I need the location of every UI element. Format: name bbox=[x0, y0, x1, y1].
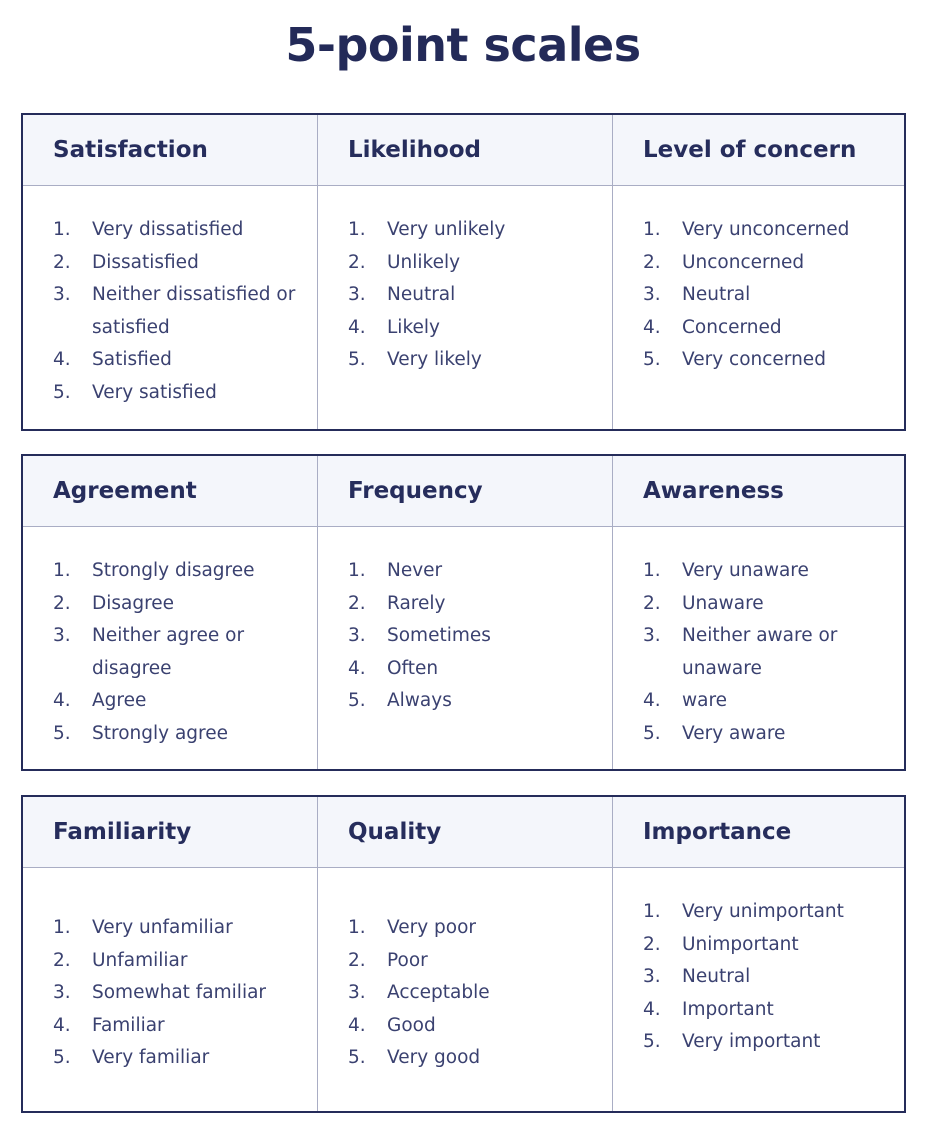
item-label: Very familiar bbox=[92, 1047, 210, 1069]
list-item bbox=[643, 279, 888, 312]
item-label: Often bbox=[387, 657, 439, 679]
item-number: 4. bbox=[53, 1014, 71, 1036]
list-item bbox=[643, 555, 888, 588]
item-number: 1. bbox=[643, 901, 661, 922]
list-item bbox=[53, 912, 301, 945]
item-number: 5. bbox=[53, 1047, 71, 1069]
item-label: Very poor bbox=[387, 917, 477, 938]
item-number: 5. bbox=[643, 349, 661, 371]
table-header bbox=[23, 456, 904, 527]
scale-options-list bbox=[643, 214, 888, 377]
scale-list-awareness bbox=[613, 527, 904, 769]
item-number: 2. bbox=[348, 592, 366, 614]
list-item bbox=[53, 588, 301, 621]
item-label: Important bbox=[682, 998, 774, 1020]
heading-satisfaction: Satisfaction bbox=[23, 115, 318, 185]
list-item bbox=[53, 247, 301, 280]
item-label: Very dissatisfied bbox=[92, 219, 244, 240]
item-number: 3. bbox=[348, 625, 366, 647]
scale-options-list bbox=[643, 555, 888, 751]
scale-list-level-of-concern bbox=[613, 186, 904, 429]
item-label: Unimportant bbox=[682, 933, 799, 955]
item-number: 1. bbox=[643, 219, 661, 240]
item-label: Very aware bbox=[682, 722, 786, 744]
item-label: Good bbox=[387, 1014, 436, 1036]
list-item bbox=[53, 945, 301, 978]
heading-familiarity: Familiarity bbox=[23, 797, 318, 867]
item-number: 5. bbox=[53, 722, 71, 744]
list-item bbox=[348, 945, 596, 978]
list-item bbox=[348, 653, 596, 686]
item-number: 4. bbox=[53, 690, 71, 712]
item-number: 1. bbox=[643, 560, 661, 581]
item-number: 3. bbox=[643, 284, 661, 306]
item-label: Likely bbox=[387, 316, 440, 338]
list-item bbox=[643, 929, 888, 962]
item-number: 5. bbox=[348, 690, 366, 712]
scale-list-agreement bbox=[23, 527, 318, 769]
item-label: Very unlikely bbox=[387, 219, 506, 240]
list-item bbox=[53, 279, 301, 344]
item-number: 5. bbox=[348, 349, 366, 371]
scale-options-list bbox=[348, 214, 596, 377]
list-item bbox=[643, 685, 888, 718]
list-item bbox=[53, 1042, 301, 1075]
item-label: Neither dissatisfied or satisfied bbox=[92, 284, 296, 338]
item-number: 3. bbox=[348, 982, 366, 1004]
item-label: Neither agree or disagree bbox=[92, 625, 245, 679]
item-number: 3. bbox=[643, 966, 661, 988]
item-label: Very good bbox=[387, 1047, 481, 1069]
item-number: 4. bbox=[643, 690, 661, 712]
item-number: 4. bbox=[53, 349, 71, 371]
item-label: Rarely bbox=[387, 592, 446, 614]
item-label: Neither aware or unaware bbox=[682, 625, 838, 679]
scale-list-importance bbox=[613, 868, 904, 1111]
item-number: 1. bbox=[53, 219, 71, 240]
list-item bbox=[348, 312, 596, 345]
item-label: Always bbox=[387, 690, 452, 712]
heading-agreement: Agreement bbox=[23, 456, 318, 526]
item-number: 1. bbox=[348, 219, 366, 240]
list-item bbox=[348, 912, 596, 945]
scale-table-1 bbox=[21, 113, 906, 431]
list-item bbox=[643, 620, 888, 685]
list-item bbox=[348, 344, 596, 377]
item-label: Neutral bbox=[682, 966, 751, 988]
item-label: Somewhat familiar bbox=[92, 982, 267, 1004]
heading-level-of-concern: Level of concern bbox=[643, 137, 857, 163]
item-label: Neutral bbox=[387, 284, 456, 306]
list-item bbox=[643, 588, 888, 621]
scale-table-3 bbox=[21, 795, 906, 1113]
item-label: Strongly disagree bbox=[92, 560, 255, 581]
item-label: Unlikely bbox=[387, 251, 461, 273]
list-item bbox=[53, 377, 301, 410]
scale-options-list bbox=[53, 214, 301, 410]
item-number: 2. bbox=[348, 251, 366, 273]
item-number: 2. bbox=[643, 251, 661, 273]
item-number: 5. bbox=[348, 1047, 366, 1069]
list-item bbox=[53, 214, 301, 247]
item-label: Very unaware bbox=[682, 560, 809, 581]
item-number: 2. bbox=[348, 949, 366, 971]
list-item bbox=[53, 685, 301, 718]
item-number: 1. bbox=[348, 560, 366, 581]
list-item bbox=[643, 896, 888, 929]
table-body bbox=[23, 527, 904, 769]
list-item bbox=[348, 588, 596, 621]
list-item bbox=[643, 247, 888, 280]
list-item bbox=[53, 344, 301, 377]
list-item bbox=[643, 961, 888, 994]
list-item bbox=[348, 214, 596, 247]
scale-options-list bbox=[643, 896, 888, 1059]
item-number: 3. bbox=[53, 284, 71, 306]
item-label: Strongly agree bbox=[92, 722, 228, 744]
list-item bbox=[348, 1042, 596, 1075]
table-body bbox=[23, 868, 904, 1111]
item-label: Disagree bbox=[92, 592, 175, 614]
item-number: 4. bbox=[348, 1014, 366, 1036]
item-label: Agree bbox=[92, 690, 147, 712]
list-item bbox=[53, 555, 301, 588]
item-number: 2. bbox=[53, 592, 71, 614]
item-label: Very satisfied bbox=[92, 381, 217, 403]
item-label: Very likely bbox=[387, 349, 482, 371]
list-item bbox=[53, 718, 301, 751]
item-label: Neutral bbox=[682, 284, 751, 306]
item-label: Very unimportant bbox=[682, 901, 844, 922]
item-number: 2. bbox=[53, 949, 71, 971]
heading-likelihood: Likelihood bbox=[318, 115, 613, 185]
item-number: 5. bbox=[643, 722, 661, 744]
item-number: 5. bbox=[53, 381, 71, 403]
scale-options-list bbox=[348, 912, 596, 1075]
scale-options-list bbox=[53, 555, 301, 751]
scale-list-familiarity bbox=[23, 868, 318, 1111]
list-item bbox=[348, 685, 596, 718]
table-header bbox=[23, 115, 904, 186]
list-item bbox=[348, 1010, 596, 1043]
item-label: Very concerned bbox=[682, 349, 826, 371]
item-number: 3. bbox=[348, 284, 366, 306]
list-item bbox=[53, 977, 301, 1010]
item-label: Very important bbox=[682, 1031, 821, 1053]
item-number: 1. bbox=[53, 560, 71, 581]
scale-table-2 bbox=[21, 454, 906, 771]
item-number: 2. bbox=[643, 592, 661, 614]
item-label: Familiar bbox=[92, 1014, 165, 1036]
scale-list-likelihood bbox=[318, 186, 613, 429]
list-item bbox=[348, 977, 596, 1010]
table-header bbox=[23, 797, 904, 868]
scale-options-list bbox=[53, 912, 301, 1075]
item-label: Satisfied bbox=[92, 349, 172, 371]
heading-awareness: Awareness bbox=[643, 478, 784, 504]
item-number: 3. bbox=[643, 625, 661, 647]
heading-frequency: Frequency bbox=[318, 456, 613, 526]
list-item bbox=[643, 312, 888, 345]
item-label: Poor bbox=[387, 949, 428, 971]
list-item bbox=[643, 994, 888, 1027]
item-label: ware bbox=[682, 690, 728, 712]
item-number: 2. bbox=[643, 933, 661, 955]
item-number: 4. bbox=[348, 657, 366, 679]
list-item bbox=[643, 718, 888, 751]
item-label: Sometimes bbox=[387, 625, 491, 647]
item-number: 3. bbox=[53, 625, 71, 647]
list-item bbox=[348, 555, 596, 588]
heading-importance: Importance bbox=[643, 819, 792, 845]
item-label: Very unfamiliar bbox=[92, 917, 233, 938]
item-number: 1. bbox=[348, 917, 366, 938]
list-item bbox=[348, 620, 596, 653]
list-item bbox=[53, 620, 301, 685]
scale-options-list bbox=[348, 555, 596, 718]
item-label: Never bbox=[387, 560, 443, 581]
scale-list-frequency bbox=[318, 527, 613, 769]
item-label: Acceptable bbox=[387, 982, 490, 1004]
item-label: Unfamiliar bbox=[92, 949, 188, 971]
item-number: 4. bbox=[643, 998, 661, 1020]
item-number: 4. bbox=[643, 316, 661, 338]
list-item bbox=[643, 1026, 888, 1059]
item-label: Unaware bbox=[682, 592, 764, 614]
item-number: 4. bbox=[348, 316, 366, 338]
scale-list-satisfaction bbox=[23, 186, 318, 429]
list-item bbox=[643, 214, 888, 247]
list-item bbox=[348, 279, 596, 312]
item-label: Concerned bbox=[682, 316, 782, 338]
item-label: Dissatisfied bbox=[92, 251, 199, 273]
item-number: 3. bbox=[53, 982, 71, 1004]
item-number: 1. bbox=[53, 917, 71, 938]
scale-list-quality bbox=[318, 868, 613, 1111]
heading-quality: Quality bbox=[318, 797, 613, 867]
list-item bbox=[53, 1010, 301, 1043]
item-number: 5. bbox=[643, 1031, 661, 1053]
page-title: 5-point scales bbox=[285, 18, 641, 72]
item-label: Unconcerned bbox=[682, 251, 805, 273]
list-item bbox=[348, 247, 596, 280]
table-body bbox=[23, 186, 904, 429]
item-number: 2. bbox=[53, 251, 71, 273]
list-item bbox=[643, 344, 888, 377]
item-label: Very unconcerned bbox=[682, 219, 850, 240]
